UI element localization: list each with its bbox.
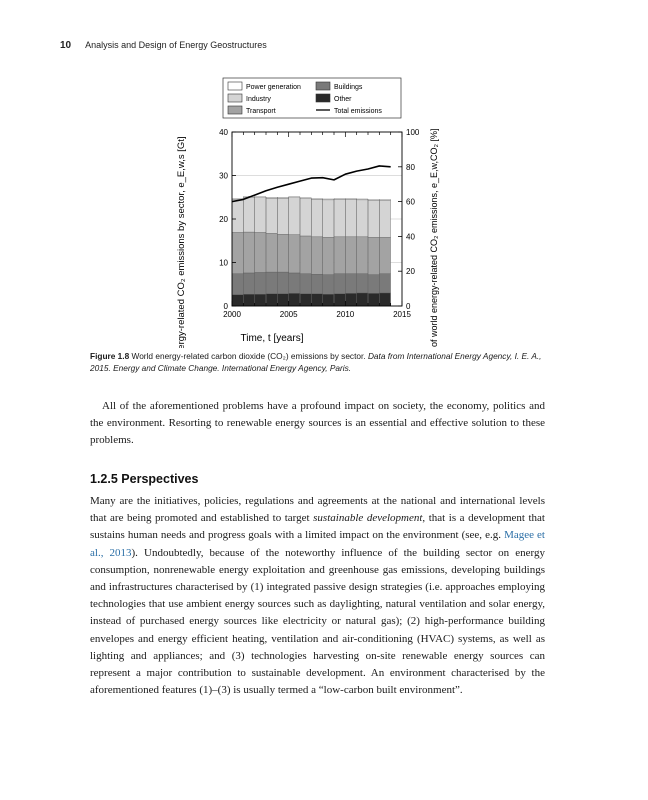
bar-power-generation-2002 (255, 197, 266, 198)
bar-transport-2001 (243, 232, 254, 273)
bar-transport-2005 (289, 235, 300, 273)
bar-buildings-2010 (345, 274, 356, 294)
x-tick-label-2000: 2000 (223, 310, 241, 319)
bar-industry-2010 (345, 199, 356, 236)
paragraph-2-part-3: ). Undoubtedly, because of the noteworthy influence of the building sector on energy consumption, nonrenewable energy exploitation and greenhouse gas emissions, developing buildings and infrastructures characterised by (1) integrated passive design strategies (i.e. approaches employing technologies that use ambient energy sources such as daylighting, natural ventilation and solar energy, instead of purchased energy sources like electricity or natural gas); (2) high-performance building envelopes and energy efficient heating, ventilation and air-conditioning (HVAC) systems, as well as lighting and appliances; and (3) technologies harvesting on-site renewable energy sources can represent a major contribution to sustainable development. An environment characterised by the aforementioned features (1)–(3) is usually termed a “low-carbon built environment”. (90, 546, 545, 697)
y2-tick-label-60: 60 (406, 197, 415, 207)
bar-power-generation-2003 (266, 197, 277, 198)
running-title: Analysis and Design of Energy Geostructures (85, 40, 267, 50)
legend-swatch-industry (228, 94, 242, 102)
chart-legend (223, 78, 401, 118)
section-title-text: Perspectives (121, 472, 199, 486)
bar-other-2000 (232, 295, 243, 306)
figure-1-8 (160, 72, 460, 348)
bar-other-2010 (345, 293, 356, 306)
bar-power-generation-2008 (323, 199, 334, 200)
bar-other-2007 (311, 294, 322, 306)
bar-transport-2010 (345, 237, 356, 274)
y2-tick-label-40: 40 (406, 232, 415, 242)
bar-other-2009 (334, 294, 345, 306)
x-axis-label: Time, t [years] (240, 333, 304, 344)
bar-industry-2013 (379, 200, 390, 237)
bar-buildings-2005 (289, 273, 300, 293)
bar-other-2013 (379, 293, 390, 306)
bar-industry-2007 (311, 199, 322, 236)
legend-label-industry: Industry (246, 96, 271, 103)
bar-transport-2002 (255, 232, 266, 272)
x-tick-label-2010: 2010 (336, 310, 355, 319)
bar-power-generation-2011 (357, 199, 368, 200)
bar-industry-2012 (368, 200, 379, 237)
bar-buildings-2002 (255, 273, 266, 295)
bar-industry-2003 (266, 198, 277, 233)
paragraph-1: All of the aforementioned problems have a profound impact on society, the economy, politics and the environment. Resorting to renewable energy sources is an essential and effective solution to these problems. (90, 400, 545, 447)
bar-buildings-2012 (368, 275, 379, 294)
bar-buildings-2007 (311, 274, 322, 294)
plot-area (219, 128, 420, 319)
section-number: 1.2.5 (90, 472, 118, 486)
bar-transport-2003 (266, 233, 277, 272)
bar-power-generation-2004 (277, 197, 288, 198)
legend-label-total-emissions: Total emissions (334, 108, 382, 115)
bar-transport-2006 (300, 236, 311, 274)
legend-label-buildings: Buildings (334, 84, 363, 91)
y-tick-label-30: 30 (219, 171, 228, 181)
bar-other-2012 (368, 293, 379, 306)
y-tick-label-0: 0 (223, 302, 228, 311)
bar-transport-2013 (379, 237, 390, 274)
caption-source: Data from International Energy Agency, I. E. A., 2015. Energy and Climate Change. International Energy Agency, Paris. (90, 351, 542, 373)
bar-other-2006 (300, 294, 311, 306)
paragraph-2 (90, 493, 545, 699)
y-tick-label-20: 20 (219, 215, 228, 224)
page-number: 10 (60, 40, 72, 51)
bar-industry-2008 (323, 200, 334, 237)
bar-other-2008 (323, 294, 334, 306)
bar-other-2001 (243, 294, 254, 306)
y2-tick-label-0: 0 (406, 302, 411, 311)
bar-transport-2000 (232, 232, 243, 273)
section-heading (90, 472, 198, 486)
x-tick-label-2005: 2005 (279, 310, 298, 319)
bar-power-generation-2007 (311, 199, 322, 200)
paragraph-2-part-2: , that is a development that sustains human needs and progress goals with a limited impact on the environment (see, e.g. (90, 512, 545, 542)
bar-buildings-2011 (357, 274, 368, 293)
bar-other-2005 (289, 293, 300, 306)
bar-transport-2011 (357, 237, 368, 274)
bar-buildings-2006 (300, 274, 311, 294)
bar-buildings-2013 (379, 274, 390, 293)
term-sustainable-development: sustainable development (313, 512, 423, 525)
y-tick-label-40: 40 (219, 128, 228, 137)
bar-transport-2012 (368, 237, 379, 274)
bar-industry-2002 (255, 198, 266, 233)
legend-label-other: Other (334, 96, 352, 103)
bar-power-generation-2013 (379, 199, 390, 200)
citation-link[interactable]: Magee et al., 2013 (90, 529, 545, 559)
bar-industry-2006 (300, 199, 311, 236)
bar-other-2003 (266, 294, 277, 306)
caption-text: World energy-related carbon dioxide (CO₂) emissions by sector. (131, 351, 366, 361)
y2-tick-label-20: 20 (406, 267, 415, 277)
bar-industry-2004 (277, 198, 288, 234)
stacked-bar-chart (160, 72, 460, 348)
total-emissions-line (232, 166, 391, 202)
bar-industry-2009 (334, 199, 345, 236)
legend-swatch-transport (228, 106, 242, 114)
y2-tick-label-80: 80 (406, 162, 415, 172)
bar-transport-2009 (334, 237, 345, 274)
bar-other-2004 (277, 294, 288, 306)
bar-transport-2008 (323, 237, 334, 274)
bar-power-generation-2005 (289, 197, 300, 198)
running-header (60, 40, 267, 51)
paragraph-2-part-1: Many are the initiatives, policies, regulations and agreements at the national and international levels that are being promoted and established to target (90, 495, 545, 525)
legend-swatch-other (316, 94, 330, 102)
bar-buildings-2004 (277, 272, 288, 294)
bar-power-generation-2006 (300, 198, 311, 199)
x-tick-label-2015: 2015 (393, 310, 411, 319)
bar-buildings-2008 (323, 275, 334, 295)
bar-industry-2005 (289, 198, 300, 235)
bar-buildings-2000 (232, 274, 243, 295)
bar-industry-2000 (232, 199, 243, 232)
y-axis-label: World energy-related CO₂ emissions by sector, e_E,w,s [Gt] (176, 136, 187, 348)
y2-axis-label: Proportions of world energy-related CO₂ emissions, e_E,w,CO₂ [%] (429, 128, 439, 348)
figure-caption (90, 350, 560, 374)
bar-buildings-2009 (334, 274, 345, 294)
legend-swatch-power-generation (228, 82, 242, 90)
legend-swatch-buildings (316, 82, 330, 90)
bar-industry-2011 (357, 200, 368, 237)
bar-power-generation-2010 (345, 199, 356, 200)
legend-label-transport: Transport (246, 108, 276, 115)
bar-transport-2004 (277, 234, 288, 272)
bar-transport-2007 (311, 237, 322, 274)
bar-power-generation-2009 (334, 199, 345, 200)
y2-tick-label-100: 100 (406, 128, 420, 137)
bar-buildings-2003 (266, 272, 277, 294)
figure-label: Figure 1.8 (90, 351, 130, 361)
bar-other-2002 (255, 294, 266, 306)
bar-other-2011 (357, 293, 368, 306)
bar-buildings-2001 (243, 273, 254, 294)
bar-industry-2001 (243, 197, 254, 232)
legend-label-power-generation: Power generation (246, 84, 301, 91)
bar-power-generation-2012 (368, 199, 379, 200)
y-tick-label-10: 10 (219, 258, 228, 268)
